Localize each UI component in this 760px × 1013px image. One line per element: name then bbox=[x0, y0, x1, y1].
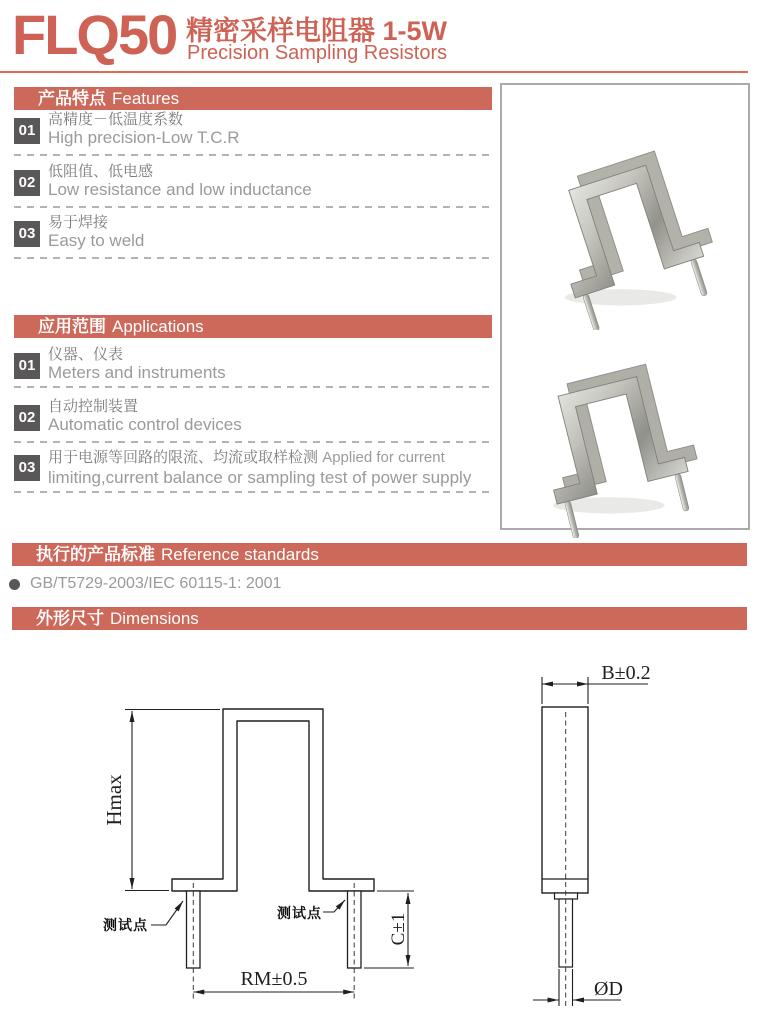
application-item bbox=[48, 346, 492, 382]
application-text-en-inline: Applied for current bbox=[322, 449, 445, 466]
feature-text-en: Easy to weld bbox=[48, 231, 145, 250]
standards-section-header bbox=[12, 543, 747, 566]
product-title-en: Precision Sampling Resistors bbox=[187, 42, 448, 64]
dashed-divider bbox=[14, 386, 492, 388]
feature-item bbox=[48, 111, 492, 147]
feature-text-cn: 高精度－低温度系数 bbox=[48, 111, 184, 128]
resistor-side-body bbox=[542, 707, 588, 893]
test-point-leader-right bbox=[323, 900, 345, 912]
front-view-drawing bbox=[60, 655, 460, 1011]
resistor-pin bbox=[690, 259, 707, 297]
application-item bbox=[48, 448, 492, 487]
application-text-en: limiting,current balance or sampling test of power supply bbox=[48, 468, 472, 487]
application-number-badge: 03 bbox=[14, 455, 40, 481]
feature-number-badge: 02 bbox=[14, 170, 40, 196]
dimension-label-b: B±0.2 bbox=[601, 662, 651, 684]
test-point-leader-left bbox=[151, 901, 183, 925]
feature-number-badge: 01 bbox=[14, 118, 40, 144]
standards-heading-en: Reference standards bbox=[161, 545, 319, 564]
application-text-line1 bbox=[48, 448, 492, 468]
dimension-label-c: C±1 bbox=[388, 912, 409, 946]
feature-item bbox=[48, 163, 492, 199]
application-item bbox=[48, 398, 492, 434]
dashed-divider bbox=[14, 154, 492, 156]
dashed-divider bbox=[14, 257, 492, 259]
dimension-label-d: ØD bbox=[594, 978, 623, 1000]
feature-item bbox=[48, 214, 492, 250]
standards-heading-cn: 执行的产品标准 bbox=[36, 545, 155, 564]
feature-text-cn: 低阻值、低电感 bbox=[48, 163, 154, 180]
test-point-label-right: 测试点 bbox=[277, 905, 322, 921]
dimensions-section-header bbox=[12, 607, 747, 630]
application-text-cn: 仪器、仪表 bbox=[48, 346, 124, 363]
dimensions-heading-cn: 外形尺寸 bbox=[36, 609, 104, 628]
applications-section-header bbox=[14, 315, 492, 338]
resistor-pin bbox=[675, 473, 690, 511]
feature-text-en: High precision-Low T.C.R bbox=[48, 128, 240, 147]
standard-reference: GB/T5729-2003/IEC 60115-1: 2001 bbox=[30, 575, 282, 592]
dashed-divider bbox=[14, 441, 492, 443]
dimension-label-hmax: Hmax bbox=[102, 774, 126, 826]
header-divider bbox=[0, 71, 748, 73]
resistor-body-front bbox=[532, 370, 688, 504]
product-model: FLQ50 bbox=[12, 3, 177, 66]
dimensions-heading-en: Dimensions bbox=[110, 609, 199, 628]
application-number-badge: 01 bbox=[14, 353, 40, 379]
applications-heading-en: Applications bbox=[112, 317, 204, 336]
application-text-cn: 自动控制装置 bbox=[48, 398, 139, 415]
product-photo-frame bbox=[500, 83, 750, 530]
dimension-hmax bbox=[125, 710, 220, 891]
application-text-en: Meters and instruments bbox=[48, 363, 226, 382]
resistor-photo-bottom bbox=[526, 343, 706, 538]
test-point-label-left: 测试点 bbox=[103, 917, 148, 933]
features-heading-en: Features bbox=[112, 89, 180, 108]
features-section-header bbox=[14, 87, 492, 110]
feature-text-en: Low resistance and low inductance bbox=[48, 180, 312, 199]
applications-heading-cn: 应用范围 bbox=[38, 317, 106, 336]
application-text-en: Automatic control devices bbox=[48, 415, 242, 434]
application-number-badge: 02 bbox=[14, 405, 40, 431]
feature-text-cn: 易于焊接 bbox=[48, 214, 109, 231]
application-text-cn: 用于电源等回路的限流、均流或取样检测 bbox=[48, 449, 319, 466]
side-view-drawing bbox=[480, 655, 758, 1011]
feature-number-badge: 03 bbox=[14, 221, 40, 247]
dashed-divider bbox=[14, 491, 492, 493]
product-title-cn: 精密采样电阻器 1-5W bbox=[186, 16, 448, 46]
resistor-photo-top bbox=[538, 135, 718, 330]
bullet-icon bbox=[9, 579, 20, 590]
resistor-outline bbox=[172, 709, 374, 891]
dimension-label-rm: RM±0.5 bbox=[240, 968, 308, 990]
dashed-divider bbox=[14, 206, 492, 208]
features-heading-cn: 产品特点 bbox=[38, 89, 106, 108]
